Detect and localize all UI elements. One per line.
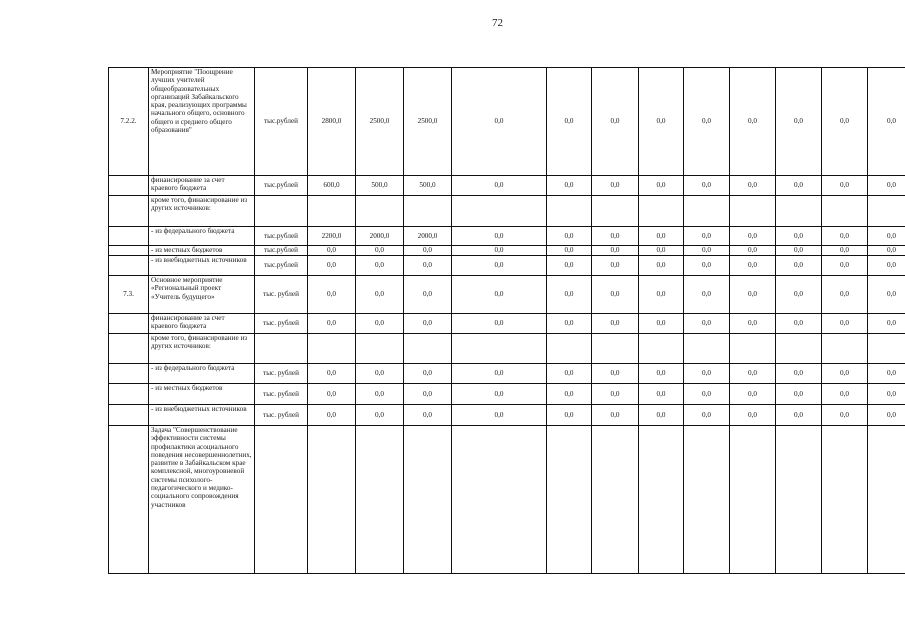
value-cell: 2800,0	[308, 68, 356, 176]
value-cell: 0,0	[404, 384, 452, 405]
table-row	[109, 227, 905, 246]
table-row	[109, 314, 905, 334]
value-cell: 0,0	[822, 364, 868, 384]
row-number-cell	[109, 314, 149, 334]
value-cell: 0,0	[868, 276, 905, 314]
value-cell: 0,0	[592, 405, 639, 426]
value-cell: 0,0	[822, 176, 868, 196]
value-cell: 0,0	[776, 256, 822, 276]
value-cell	[592, 426, 639, 574]
value-cell: 0,0	[452, 364, 547, 384]
value-cell: 0,0	[404, 276, 452, 314]
row-number-cell	[109, 256, 149, 276]
row-name-cell: Основное мероприятие «Региональный проект «Учитель будущего»	[149, 276, 255, 314]
value-cell	[404, 334, 452, 364]
value-cell	[639, 426, 684, 574]
value-cell: 0,0	[639, 364, 684, 384]
value-cell: 0,0	[639, 276, 684, 314]
value-cell: 0,0	[868, 68, 905, 176]
value-cell	[776, 196, 822, 227]
value-cell: 0,0	[868, 405, 905, 426]
value-cell: 0,0	[404, 405, 452, 426]
row-number-cell: 7.3.	[109, 276, 149, 314]
table-row	[109, 276, 905, 314]
value-cell: 0,0	[684, 227, 730, 246]
value-cell: 2000,0	[404, 227, 452, 246]
value-cell	[356, 334, 404, 364]
value-cell	[684, 334, 730, 364]
value-cell: 0,0	[868, 314, 905, 334]
value-cell	[452, 426, 547, 574]
row-name-cell: - из местных бюджетов	[149, 246, 255, 256]
value-cell: 0,0	[592, 68, 639, 176]
value-cell: 0,0	[730, 246, 776, 256]
value-cell: 0,0	[822, 314, 868, 334]
value-cell: 0,0	[776, 364, 822, 384]
row-number-cell	[109, 384, 149, 405]
value-cell	[452, 196, 547, 227]
row-name-cell: - из внебюджетных источников	[149, 405, 255, 426]
value-cell: 0,0	[822, 405, 868, 426]
value-cell	[308, 196, 356, 227]
value-cell: 0,0	[308, 314, 356, 334]
value-cell: 500,0	[356, 176, 404, 196]
value-cell	[776, 426, 822, 574]
value-cell: 0,0	[776, 384, 822, 405]
value-cell	[822, 196, 868, 227]
value-cell: 2500,0	[356, 68, 404, 176]
value-cell: 0,0	[684, 68, 730, 176]
row-number-cell	[109, 176, 149, 196]
value-cell: 0,0	[822, 246, 868, 256]
row-name-cell: финансирование за счет краевого бюджета	[149, 314, 255, 334]
row-unit-cell: тыс.рублей	[255, 176, 308, 196]
value-cell: 0,0	[308, 276, 356, 314]
value-cell	[868, 196, 905, 227]
row-number-cell	[109, 334, 149, 364]
value-cell: 0,0	[776, 176, 822, 196]
value-cell: 0,0	[639, 384, 684, 405]
value-cell: 0,0	[776, 276, 822, 314]
value-cell: 0,0	[452, 256, 547, 276]
value-cell	[404, 196, 452, 227]
value-cell	[822, 334, 868, 364]
value-cell: 0,0	[822, 256, 868, 276]
value-cell: 2500,0	[404, 68, 452, 176]
value-cell: 0,0	[356, 276, 404, 314]
budget-table-body	[109, 68, 905, 574]
table-row	[109, 196, 905, 227]
value-cell: 0,0	[868, 364, 905, 384]
value-cell: 0,0	[356, 246, 404, 256]
value-cell: 0,0	[639, 176, 684, 196]
value-cell: 0,0	[592, 314, 639, 334]
value-cell	[356, 426, 404, 574]
table-row	[109, 256, 905, 276]
value-cell: 0,0	[868, 176, 905, 196]
value-cell: 0,0	[592, 364, 639, 384]
value-cell: 0,0	[639, 314, 684, 334]
value-cell: 0,0	[776, 246, 822, 256]
table-row	[109, 405, 905, 426]
value-cell: 0,0	[639, 227, 684, 246]
row-number-cell	[109, 426, 149, 574]
value-cell: 0,0	[308, 246, 356, 256]
value-cell: 2000,0	[356, 227, 404, 246]
row-number-cell: 7.2.2.	[109, 68, 149, 176]
row-unit-cell	[255, 426, 308, 574]
value-cell: 0,0	[684, 246, 730, 256]
value-cell: 0,0	[308, 405, 356, 426]
value-cell: 0,0	[868, 227, 905, 246]
value-cell: 0,0	[404, 246, 452, 256]
value-cell: 0,0	[452, 276, 547, 314]
row-unit-cell	[255, 334, 308, 364]
value-cell: 0,0	[868, 384, 905, 405]
row-unit-cell: тыс.рублей	[255, 227, 308, 246]
table-row	[109, 426, 905, 574]
value-cell	[452, 334, 547, 364]
value-cell: 500,0	[404, 176, 452, 196]
value-cell	[547, 334, 592, 364]
value-cell	[592, 334, 639, 364]
value-cell: 0,0	[592, 256, 639, 276]
value-cell	[684, 196, 730, 227]
value-cell: 0,0	[452, 405, 547, 426]
value-cell: 0,0	[356, 256, 404, 276]
value-cell: 0,0	[547, 246, 592, 256]
value-cell: 0,0	[404, 256, 452, 276]
value-cell: 0,0	[822, 276, 868, 314]
value-cell: 0,0	[547, 227, 592, 246]
value-cell: 0,0	[308, 364, 356, 384]
row-name-cell: - из местных бюджетов	[149, 384, 255, 405]
row-name-cell: Задача "Совершенствование эффективности системы профилактики асоциального поведения несовершеннолетних, развитие в Забайкальском крае комплексной, многоуровневой системы психолого-педагогического и медико-социального сопровождения участников	[149, 426, 255, 574]
value-cell: 0,0	[547, 276, 592, 314]
value-cell: 0,0	[868, 256, 905, 276]
row-number-cell	[109, 364, 149, 384]
row-unit-cell: тыс. рублей	[255, 405, 308, 426]
row-number-cell	[109, 227, 149, 246]
table-row	[109, 246, 905, 256]
value-cell: 0,0	[776, 405, 822, 426]
value-cell: 0,0	[730, 68, 776, 176]
value-cell: 0,0	[356, 314, 404, 334]
table-row	[109, 364, 905, 384]
value-cell: 0,0	[452, 314, 547, 334]
value-cell	[308, 334, 356, 364]
row-number-cell	[109, 196, 149, 227]
value-cell: 0,0	[730, 176, 776, 196]
row-unit-cell: тыс. рублей	[255, 384, 308, 405]
value-cell: 0,0	[356, 405, 404, 426]
value-cell: 0,0	[776, 314, 822, 334]
value-cell: 0,0	[776, 68, 822, 176]
value-cell	[308, 426, 356, 574]
value-cell	[730, 426, 776, 574]
value-cell: 0,0	[452, 68, 547, 176]
table-row	[109, 384, 905, 405]
page-number: 72	[492, 17, 503, 29]
value-cell: 0,0	[730, 384, 776, 405]
value-cell: 0,0	[684, 276, 730, 314]
value-cell: 0,0	[730, 276, 776, 314]
row-name-cell: кроме того, финансирование из других источников:	[149, 196, 255, 227]
value-cell: 0,0	[639, 68, 684, 176]
value-cell	[868, 426, 905, 574]
row-number-cell	[109, 405, 149, 426]
value-cell: 0,0	[730, 405, 776, 426]
value-cell: 0,0	[356, 384, 404, 405]
table-row	[109, 334, 905, 364]
value-cell: 0,0	[776, 227, 822, 246]
value-cell: 0,0	[730, 227, 776, 246]
value-cell: 0,0	[547, 364, 592, 384]
row-unit-cell: тыс. рублей	[255, 314, 308, 334]
value-cell: 0,0	[684, 364, 730, 384]
row-name-cell: кроме того, финансирование из других источников:	[149, 334, 255, 364]
value-cell: 0,0	[684, 176, 730, 196]
value-cell	[822, 426, 868, 574]
value-cell: 0,0	[547, 384, 592, 405]
value-cell	[684, 426, 730, 574]
row-unit-cell: тыс. рублей	[255, 364, 308, 384]
row-unit-cell: тыс. рублей	[255, 276, 308, 314]
value-cell: 0,0	[308, 384, 356, 405]
value-cell	[639, 334, 684, 364]
row-unit-cell: тыс.рублей	[255, 246, 308, 256]
table-row	[109, 68, 905, 176]
value-cell: 0,0	[547, 314, 592, 334]
value-cell	[730, 334, 776, 364]
row-name-cell: - из внебюджетных источников	[149, 256, 255, 276]
value-cell: 0,0	[868, 246, 905, 256]
value-cell: 2200,0	[308, 227, 356, 246]
value-cell: 0,0	[547, 256, 592, 276]
value-cell	[730, 196, 776, 227]
value-cell: 0,0	[684, 384, 730, 405]
budget-table	[108, 67, 905, 574]
value-cell	[547, 196, 592, 227]
value-cell: 0,0	[547, 176, 592, 196]
row-name-cell: Мероприятие "Поощрение лучших учителей общеобразовательных организаций Забайкальского края, реализующих программы начального общего, основного общего и среднего общего образования"	[149, 68, 255, 176]
value-cell	[592, 196, 639, 227]
value-cell: 0,0	[730, 256, 776, 276]
value-cell: 0,0	[592, 246, 639, 256]
row-unit-cell	[255, 196, 308, 227]
value-cell: 0,0	[592, 384, 639, 405]
row-unit-cell: тыс.рублей	[255, 68, 308, 176]
value-cell: 0,0	[404, 364, 452, 384]
row-number-cell	[109, 246, 149, 256]
value-cell: 0,0	[452, 227, 547, 246]
value-cell	[639, 196, 684, 227]
value-cell: 0,0	[592, 276, 639, 314]
value-cell: 0,0	[730, 314, 776, 334]
value-cell: 0,0	[684, 314, 730, 334]
value-cell: 0,0	[684, 405, 730, 426]
value-cell: 0,0	[822, 68, 868, 176]
value-cell	[868, 334, 905, 364]
value-cell: 0,0	[592, 227, 639, 246]
value-cell: 0,0	[308, 256, 356, 276]
value-cell	[776, 334, 822, 364]
value-cell: 0,0	[592, 176, 639, 196]
value-cell	[547, 426, 592, 574]
row-name-cell: финансирование за счет краевого бюджета	[149, 176, 255, 196]
row-name-cell: - из федерального бюджета	[149, 364, 255, 384]
value-cell: 600,0	[308, 176, 356, 196]
value-cell: 0,0	[452, 384, 547, 405]
value-cell: 0,0	[639, 246, 684, 256]
value-cell: 0,0	[639, 405, 684, 426]
value-cell: 0,0	[639, 256, 684, 276]
table-row	[109, 176, 905, 196]
value-cell	[404, 426, 452, 574]
value-cell: 0,0	[356, 364, 404, 384]
value-cell	[356, 196, 404, 227]
value-cell: 0,0	[404, 314, 452, 334]
value-cell: 0,0	[730, 364, 776, 384]
row-unit-cell: тыс.рублей	[255, 256, 308, 276]
value-cell: 0,0	[822, 227, 868, 246]
row-name-cell: - из федерального бюджета	[149, 227, 255, 246]
value-cell: 0,0	[452, 246, 547, 256]
value-cell: 0,0	[547, 405, 592, 426]
value-cell: 0,0	[452, 176, 547, 196]
value-cell: 0,0	[822, 384, 868, 405]
value-cell: 0,0	[547, 68, 592, 176]
value-cell: 0,0	[684, 256, 730, 276]
